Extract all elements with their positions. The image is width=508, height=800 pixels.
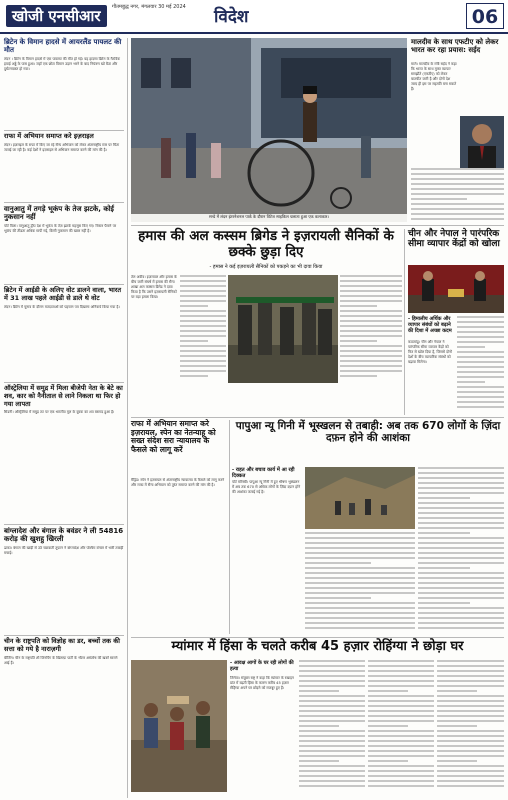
text-line [299, 670, 365, 672]
text-line [299, 720, 365, 722]
text-line [411, 208, 504, 210]
text-line [411, 188, 504, 190]
article-britain-id [4, 287, 124, 363]
text-line [457, 396, 504, 398]
text-line [437, 675, 504, 677]
text-line [418, 612, 504, 614]
text-line [437, 750, 504, 752]
text-line [180, 290, 226, 292]
text-line [305, 602, 415, 604]
text-line [437, 785, 504, 787]
text-line [437, 730, 504, 732]
text-line [305, 577, 415, 579]
headline-myanmar: म्यांमार में हिंसा के चलते करीब 45 हज़ार रोहिंग्या ने छोड़ा घर [171, 639, 464, 654]
section-title: विदेश [214, 7, 249, 27]
text-line [437, 710, 504, 712]
text-line [368, 720, 434, 722]
text-line [457, 316, 504, 318]
text-line [299, 705, 365, 707]
text-line [368, 710, 434, 712]
text-line [368, 665, 434, 667]
text-line [299, 770, 365, 772]
headline-britain: ब्रिटेन के विमान हादसे में आयरलैंड पायलट की मौत [4, 38, 122, 55]
text-line [305, 562, 371, 564]
text-line [180, 330, 226, 332]
text-line [418, 502, 504, 504]
text-line [418, 562, 504, 564]
text-line [180, 375, 208, 377]
text-line [299, 760, 339, 762]
text-line [418, 512, 504, 514]
text-line [418, 622, 504, 624]
text-line [305, 552, 415, 554]
street-scene-image [131, 38, 407, 214]
text-line [305, 617, 415, 619]
text-line [368, 685, 434, 687]
maldives-minister-photo [460, 116, 504, 168]
text-line [368, 705, 434, 707]
text-line [418, 607, 504, 609]
text-line [368, 695, 434, 697]
headline-nepal: चीन और नेपाल ने पारंपरिक सीमा व्यापार केंद्रों को खोला [408, 229, 500, 250]
text-line [418, 602, 470, 604]
text-line [418, 507, 504, 509]
text-line [299, 785, 365, 787]
text-line [340, 350, 402, 352]
text-line [411, 183, 504, 185]
text-line [368, 680, 434, 682]
text-line [457, 391, 504, 393]
text-line [305, 572, 415, 574]
text-line [411, 173, 504, 175]
text-line [340, 335, 402, 337]
text-line [368, 725, 408, 727]
text-line [437, 700, 504, 702]
text-line [299, 755, 365, 757]
text-line [368, 670, 434, 672]
text-line [180, 355, 226, 357]
body-maldives: माले। मालदीव के मंत्री सईद ने कहा कि भारत के साथ मुक्त व्यापार समझौते (एफटीए) को लेकर बातचीत जारी है और दोनों देश जल्द ही इस पर सहमति बना सकते हैं। [411, 62, 457, 91]
papua-photo [305, 467, 415, 529]
body-myanmar-col3 [368, 660, 434, 792]
text-line [418, 572, 504, 574]
text-line [340, 365, 402, 367]
text-line [418, 582, 504, 584]
text-line [299, 750, 365, 752]
text-line [437, 705, 504, 707]
text-line [437, 765, 504, 767]
headline-papua: पापुआ न्यू गिनी में भूस्खलन से तबाही: अब तक 670 लोगों के ज़िंदा दफ़न होने की आशंका [235, 420, 501, 445]
text-line [437, 670, 504, 672]
text-line [340, 330, 402, 332]
text-line [340, 315, 402, 317]
text-line [299, 715, 365, 717]
text-line [305, 542, 415, 544]
body-australia: सिडनी। ऑस्ट्रेलिया में समुद्र तट पर एक भारतीय मूल के युवक का शव बरामद हुआ है। [4, 410, 115, 415]
text-line [305, 592, 415, 594]
text-line [180, 310, 226, 312]
text-line [411, 203, 504, 205]
text-line [368, 765, 434, 767]
text-line [418, 537, 504, 539]
text-line [418, 587, 504, 589]
text-line [340, 360, 402, 362]
text-line [305, 582, 415, 584]
body-papua-col2 [305, 532, 415, 634]
article-china [4, 638, 124, 796]
text-line [368, 660, 434, 662]
article-vanuatu [4, 205, 124, 272]
text-line [418, 592, 504, 594]
text-line [437, 775, 504, 777]
text-line [457, 386, 504, 388]
article-britain [4, 38, 124, 109]
text-line [457, 381, 485, 383]
text-line [418, 532, 470, 534]
text-line [299, 740, 365, 742]
text-line [457, 361, 504, 363]
text-line [418, 467, 504, 469]
text-line [180, 370, 226, 372]
fighters-image [228, 275, 338, 383]
body-britain: लंदन । ब्रिटेन के विमान हादसे में एक पायलट की मौत हो गई। यह हादसा ब्रिटेन के गैटविक हवाई अड्डे के पास हुआ। जहाँ एक छोटा विमान उड़ान भरने के बाद नियंत्रण खो बैठा और दुर्घटनाग्रस्त हो गया। [4, 56, 121, 71]
text-line [340, 300, 402, 302]
text-line [437, 665, 504, 667]
refugees-image [131, 660, 227, 792]
text-line [180, 360, 226, 362]
text-line [418, 492, 504, 494]
article-australia [4, 385, 124, 518]
text-line [411, 213, 504, 215]
text-line [457, 326, 504, 328]
text-line [180, 365, 226, 367]
text-line [305, 612, 415, 614]
body-papua-col3 [418, 467, 504, 634]
text-line [368, 675, 434, 677]
text-line [305, 537, 415, 539]
headline-britain-id: ब्रिटेन में आईडी के अलिए वोट डालने वाला, भारत में 31 लाख पहले आईडी से डाले थे वोट [4, 286, 122, 302]
text-line [457, 376, 504, 378]
text-line [299, 665, 365, 667]
nepal-box-title: - हिमालीय अर्थिक और व्यापार संबंधों को बढ़ाने की दिशा में अच्छा कदम [408, 316, 452, 334]
officials-image [408, 265, 504, 313]
text-line [437, 695, 504, 697]
text-line [418, 542, 504, 544]
text-line [457, 406, 504, 408]
text-line [368, 760, 408, 762]
text-line [305, 532, 415, 534]
text-line [180, 315, 226, 317]
text-line [299, 735, 365, 737]
body-bangladesh: ढाका। बंगाल की खाड़ी से उठे चक्रवाती तूफ़ान ने बांग्लादेश और पश्चिम बंगाल में भारी तबाही मचाई। [4, 545, 124, 555]
text-line [368, 740, 434, 742]
body-myanmar: जिनेवा। संयुक्त राष्ट्र ने कहा कि म्यांमार के रखाइन प्रांत में बढ़ती हिंसा के कारण करीब 45 हज़ार रोहिंग्या अपने घर छोड़ने को मजबूर हुए हैं। [230, 676, 294, 690]
body-myanmar-col4 [437, 660, 504, 792]
headline-vanuatu: वानुआतु में तगड़े भूकंप के तेज झटके, कोई नुकसान नहीं [4, 205, 114, 222]
text-line [340, 325, 402, 327]
myanmar-photo [131, 660, 227, 792]
text-line [418, 482, 504, 484]
headline-australia: ऑस्ट्रेलिया में समुद्र में मिला बीजेपी नेता के बेटे का शव, कार को नैनीताल से लाने निकला था फिर हो गया लापता [4, 384, 123, 408]
text-line [457, 371, 504, 373]
text-line [299, 780, 365, 782]
hamas-photo [228, 275, 338, 383]
text-line [299, 775, 365, 777]
text-line [368, 770, 434, 772]
text-line [437, 660, 504, 662]
text-line [180, 345, 226, 347]
page-header [0, 0, 508, 34]
main-photo-caption: सन्डे में लंदन इंटरनेशनल पार्क के दौरान विंटेज साइकिल चलाता हुआ एक कलाकार। [131, 214, 407, 222]
text-line [418, 487, 504, 489]
headline-maldives: मालदीव के साथ एफटीए को लेकर भारत कर रहा प्रयास: सईद [411, 38, 499, 55]
text-line [411, 193, 504, 195]
issue-date: गौतमबुद्ध नगर, मंगलवार 30 मई 2024 [112, 4, 186, 10]
text-line [180, 285, 226, 287]
text-line [340, 340, 377, 342]
text-line [368, 700, 434, 702]
text-line [457, 341, 504, 343]
text-line [340, 320, 402, 322]
text-line [368, 755, 434, 757]
headline-rafah-short: राफा में अभियान समाप्त करे इज़राइल [4, 132, 94, 140]
landslide-image [305, 467, 415, 529]
text-line [180, 325, 226, 327]
body-hamas: तेल अवीव। इज़रायल और हमास के बीच जारी संघर्ष में हमास की सैन्य शाखा अल कस्सम ब्रिगेड ने दावा किया है कि उसने इज़रायली सैनिकों पर बड़ा हमला किया। [131, 275, 177, 299]
text-line [180, 350, 226, 352]
text-line [340, 295, 402, 297]
text-line [437, 755, 504, 757]
text-line [418, 552, 504, 554]
text-line [180, 275, 226, 277]
article-bangladesh [4, 527, 124, 618]
text-line [437, 740, 504, 742]
text-line [299, 765, 365, 767]
text-line [411, 198, 467, 200]
text-line [418, 522, 504, 524]
text-line [437, 760, 477, 762]
text-line [180, 300, 226, 302]
text-line [457, 356, 504, 358]
text-line [418, 577, 504, 579]
text-line [418, 567, 470, 569]
text-line [457, 351, 504, 353]
text-line [437, 690, 477, 692]
body-china: बीजिंग। चीन के राष्ट्रपति शी जिनपिंग के खिलाफ़ पार्टी के भीतर असंतोष की खबरें सामने आई हैं। [4, 655, 118, 665]
text-line [340, 345, 402, 347]
text-line [457, 346, 485, 348]
text-line [340, 280, 402, 282]
main-photo [131, 38, 407, 214]
article-maldives [411, 38, 504, 55]
text-line [305, 607, 415, 609]
text-line [418, 497, 470, 499]
headline-bangladesh: बांग्लादेश और बंगाल के बवंडर ने ली 54816 करोड़ की खुशहु खिरली [4, 527, 124, 544]
body-papua: पोर्ट मोरेस्बी। पापुआ न्यू गिनी में हुए भीषण भूस्खलन में अब तक 670 से अधिक लोगों के ज़िंदा दफ़न होने की आशंका जताई गई है। [232, 480, 301, 494]
text-line [437, 780, 504, 782]
text-line [418, 597, 504, 599]
text-line [305, 567, 415, 569]
text-line [457, 331, 504, 333]
body-maldives-cont [411, 168, 504, 224]
text-line [437, 745, 504, 747]
text-line [457, 366, 504, 368]
text-line [418, 547, 504, 549]
text-line [418, 472, 504, 474]
text-line [437, 685, 504, 687]
text-line [437, 680, 504, 682]
text-line [340, 370, 402, 372]
headline-hamas: हमास की अल कस्सम ब्रिगेड ने इज़रायली सैनिकों के छक्के छुड़ा दिए [138, 228, 394, 260]
text-line [437, 735, 504, 737]
text-line [299, 730, 365, 732]
page-number: 06 [466, 3, 504, 29]
body-hamas-col4 [340, 275, 402, 383]
text-line [457, 336, 504, 338]
text-line [418, 617, 504, 619]
body-britain-id: लंदन। ब्रिटेन में चुनाव के दौरान मतदाताओं को पहचान पत्र दिखाना अनिवार्य किया गया है। [4, 304, 120, 309]
text-line [340, 285, 402, 287]
body-rafah-spain: मैड्रिड। स्पेन ने इज़रायल से अंतरराष्ट्रीय न्यायालय के फैसले को लागू करने और राफा में सैन्य अभियान को तुरंत समाप्त करने की मांग की है। [131, 478, 225, 487]
text-line [368, 715, 434, 717]
text-line [180, 280, 226, 282]
headline-china: चीन के राष्ट्रपति को विज्ञोह का डर, बच्चों तक की सत्ता को गये है नाराज़गी [4, 637, 120, 653]
masthead-brand: खोजी एनसीआर [6, 5, 107, 27]
text-line [411, 218, 504, 220]
text-line [411, 178, 504, 180]
text-line [340, 290, 402, 292]
text-line [305, 622, 415, 624]
text-line [299, 695, 365, 697]
portrait-image [460, 116, 504, 168]
text-line [299, 710, 365, 712]
text-line [299, 680, 365, 682]
body-myanmar-col2 [299, 660, 365, 792]
text-line [368, 690, 408, 692]
myanmar-box-title: - आवक्ष आगों के घर रही लोगों की हत्या [230, 660, 294, 672]
text-line [437, 715, 504, 717]
text-line [457, 401, 504, 403]
nepal-photo [408, 265, 504, 313]
body-vanuatu: पोर्ट विला। वानुआतु द्वीप देश में भूकंप के तेज़ झटके महसूस किए गए। रिक्टर पैमाने पर भूकंप की तीव्रता अधिक मापी गई, किसी नुकसान की खबर नहीं है। [4, 223, 117, 233]
text-line [299, 685, 365, 687]
text-line [180, 305, 208, 307]
text-line [340, 275, 402, 277]
text-line [368, 730, 434, 732]
subhead-hamas: - हमास ने कई इज़रायली सैनिकों को पकड़ने का भी दावा किया [209, 264, 323, 270]
text-line [418, 517, 504, 519]
text-line [299, 675, 365, 677]
article-rafah-short [4, 133, 124, 183]
text-line [368, 780, 434, 782]
text-line [305, 627, 415, 629]
text-line [299, 700, 365, 702]
text-line [305, 597, 371, 599]
body-hamas-col2 [180, 275, 226, 383]
text-line [299, 725, 339, 727]
text-line [340, 375, 377, 377]
text-line [299, 745, 365, 747]
text-line [368, 745, 434, 747]
text-line [340, 310, 402, 312]
text-line [180, 340, 208, 342]
text-line [368, 775, 434, 777]
body-rafah-short: लंदन। इज़राइल के राफा में किए जा रहे सैन्य अभियान को लेकर अंतरराष्ट्रीय स्तर पर चिंता जताई जा रही है। कई देशों ने इज़राइल से अभियान समाप्त करने की मांग की है। [4, 142, 120, 152]
text-line [305, 547, 415, 549]
text-line [180, 320, 226, 322]
text-line [340, 305, 377, 307]
body-nepal-col2 [457, 316, 504, 414]
text-line [437, 720, 504, 722]
text-line [368, 735, 434, 737]
text-line [305, 587, 415, 589]
papua-box-title: - राहत और बचाव कार्य में आ रही दिक्कत [232, 467, 295, 479]
text-line [411, 168, 504, 170]
text-line [180, 295, 226, 297]
body-nepal: काठमांडू। चीन और नेपाल ने पारंपरिक सीमा व्यापार केंद्रों को फिर से खोल दिया है, जिससे दोनों देशों के बीच व्यापारिक संबंधों को बढ़ावा मिलेगा। [408, 340, 452, 364]
text-line [437, 770, 504, 772]
text-line [305, 557, 415, 559]
text-line [368, 785, 434, 787]
text-line [299, 690, 339, 692]
text-line [299, 660, 365, 662]
text-line [368, 750, 434, 752]
text-line [418, 477, 504, 479]
text-line [457, 321, 504, 323]
text-line [418, 557, 504, 559]
text-line [340, 355, 402, 357]
text-line [418, 627, 504, 629]
headline-rafah-spain: राफा में अभियान समाप्त करे इज़रायल, स्पेन का नेतन्याहू को सख्त संदेश सरा न्यायालय के फैसले को लागू करें [131, 419, 216, 454]
text-line [418, 527, 504, 529]
text-line [437, 725, 477, 727]
text-line [180, 335, 226, 337]
